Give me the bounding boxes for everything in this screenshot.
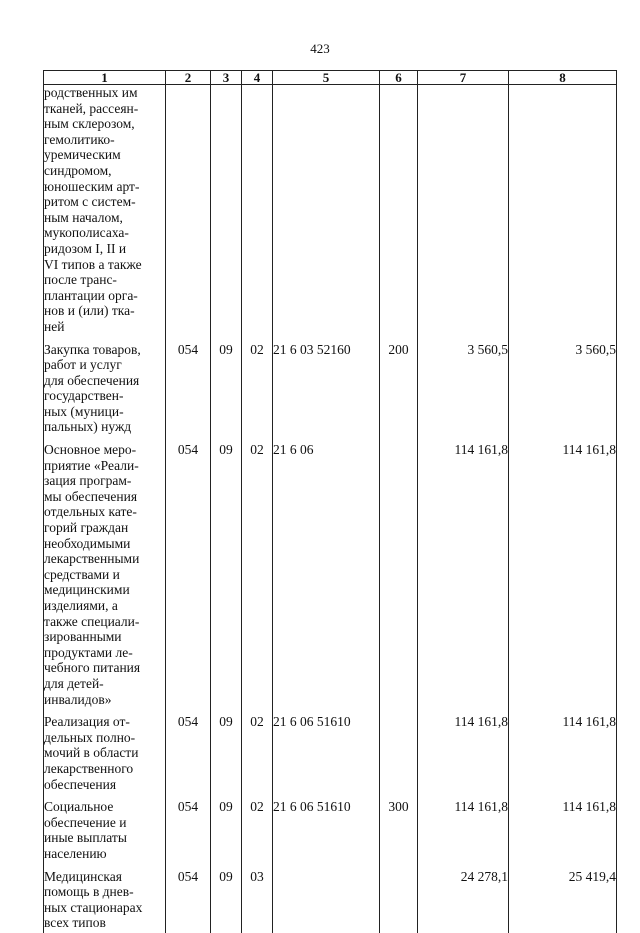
cell-expense-type: 300	[380, 792, 418, 861]
cell-amount-year1	[418, 85, 509, 335]
cell-subsection: 02	[242, 792, 273, 861]
cell-expense-type	[380, 85, 418, 335]
table-row	[44, 335, 617, 436]
budget-table	[43, 70, 617, 933]
cell-amount-year2: 114 161,8	[509, 707, 617, 792]
cell-amount-year1: 114 161,8	[418, 435, 509, 707]
cell-target-article: 21 6 06 51610	[273, 792, 380, 861]
column-header: 7	[418, 71, 509, 85]
cell-section: 09	[211, 707, 242, 792]
row-name: Закупка товаров, работ и услуг для обеспечения государствен- ных (муници- пальных) нужд	[44, 335, 166, 436]
cell-target-article: 21 6 06	[273, 435, 380, 707]
cell-expense-type	[380, 707, 418, 792]
column-header: 3	[211, 71, 242, 85]
cell-admin-code: 054	[166, 862, 211, 933]
cell-admin-code	[166, 85, 211, 335]
cell-amount-year1: 114 161,8	[418, 792, 509, 861]
cell-amount-year1: 24 278,1	[418, 862, 509, 933]
table-row	[44, 85, 617, 335]
column-header: 2	[166, 71, 211, 85]
cell-section: 09	[211, 792, 242, 861]
cell-admin-code: 054	[166, 707, 211, 792]
cell-target-article	[273, 85, 380, 335]
row-name: Основное меро- приятие «Реали- зация програм- мы обеспечения отдельных кате- горий граждан необходимыми лекарственными средствами и медицинскими изделиями, а также специали- зированными продуктами ле- чебного питания для детей- инвалидов»	[44, 435, 166, 707]
cell-subsection: 02	[242, 335, 273, 436]
cell-amount-year2: 114 161,8	[509, 435, 617, 707]
cell-target-article: 21 6 03 52160	[273, 335, 380, 436]
header-row	[44, 71, 617, 85]
cell-subsection: 02	[242, 707, 273, 792]
column-header: 1	[44, 71, 166, 85]
column-header: 6	[380, 71, 418, 85]
page-number: 423	[310, 41, 330, 56]
row-name: Социальное обеспечение и иные выплаты населению	[44, 792, 166, 861]
cell-subsection: 03	[242, 862, 273, 933]
row-name: родственных им тканей, рассеян- ным склерозом, гемолитико- уремическим синдромом, юношеским арт- ритом с систем- ным началом, мукополисаха- ридозом I, II и VI типов а также после транс- плантации орга- нов и (или) тка- ней	[44, 85, 166, 335]
cell-amount-year2: 3 560,5	[509, 335, 617, 436]
cell-amount-year2: 114 161,8	[509, 792, 617, 861]
row-name: Медицинская помощь в днев- ных стационарах всех типов	[44, 862, 166, 933]
column-header: 8	[509, 71, 617, 85]
cell-expense-type	[380, 862, 418, 933]
cell-section: 09	[211, 862, 242, 933]
cell-admin-code: 054	[166, 435, 211, 707]
cell-admin-code: 054	[166, 792, 211, 861]
cell-expense-type: 200	[380, 335, 418, 436]
cell-admin-code: 054	[166, 335, 211, 436]
column-header: 5	[273, 71, 380, 85]
cell-amount-year1: 3 560,5	[418, 335, 509, 436]
cell-expense-type	[380, 435, 418, 707]
cell-section: 09	[211, 435, 242, 707]
table-row	[44, 435, 617, 707]
table-row	[44, 707, 617, 792]
cell-amount-year1: 114 161,8	[418, 707, 509, 792]
cell-section: 09	[211, 335, 242, 436]
table-row	[44, 792, 617, 861]
cell-target-article	[273, 862, 380, 933]
column-header: 4	[242, 71, 273, 85]
table-row	[44, 862, 617, 933]
cell-section	[211, 85, 242, 335]
cell-subsection: 02	[242, 435, 273, 707]
row-name: Реализация от- дельных полно- мочий в области лекарственного обеспечения	[44, 707, 166, 792]
cell-target-article: 21 6 06 51610	[273, 707, 380, 792]
cell-amount-year2: 25 419,4	[509, 862, 617, 933]
cell-subsection	[242, 85, 273, 335]
cell-amount-year2	[509, 85, 617, 335]
